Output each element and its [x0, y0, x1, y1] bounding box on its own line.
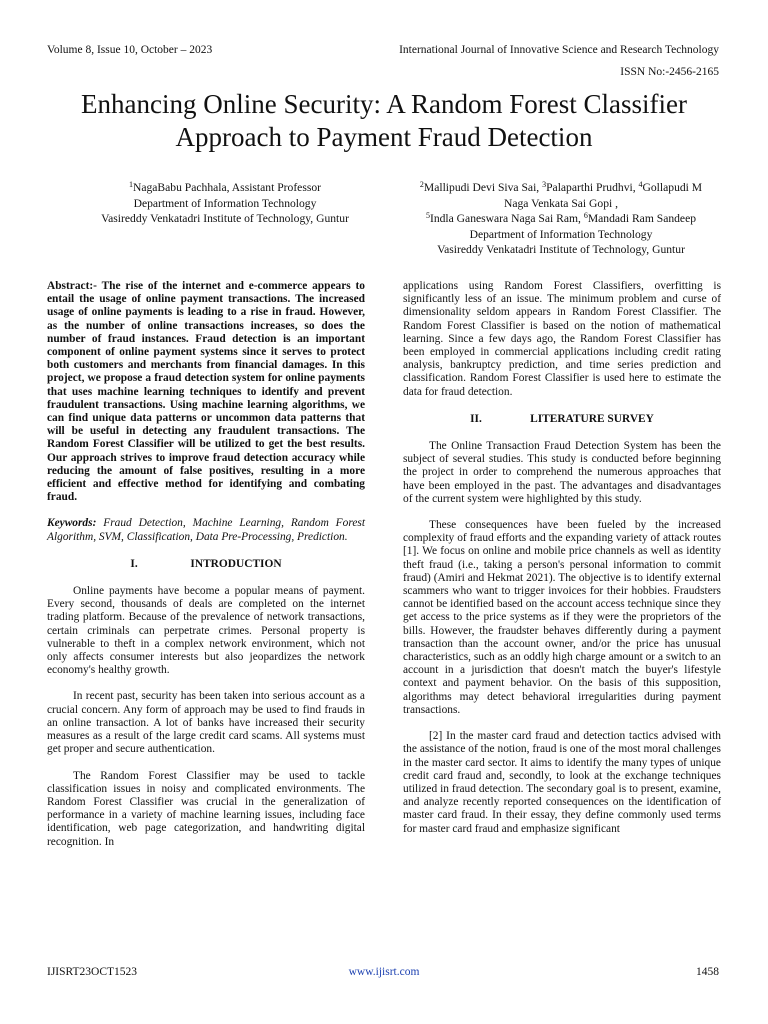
paragraph: The Online Transaction Fraud Detection System has been the subject of several studies. This study is conducted before beginning the project in order to comprehend the numerous approaches that have been employed in the past. The advantages and disadvantages of the current system were highlighted by this study.: [403, 440, 721, 505]
author-institute-1: Vasireddy Venkatadri Institute of Technology, Guntur: [101, 212, 349, 225]
author-names-line-3: $^5$Indla Ganeswara Naga Sai Ram, $^6$Mandadi Ram Sandeep: [425, 211, 697, 225]
authors-left: [40, 180, 410, 227]
section-title: INTRODUCTION: [190, 557, 282, 570]
section-heading-literature-survey: [403, 413, 721, 426]
author-department-1: Department of Information Technology: [133, 196, 317, 210]
paragraph: [2] In the master card fraud and detection tactics advised with the assistance of the notion, fraud is one of the most moral challenges in the master card sector. It aims to identify the many types of unique credit card fraud and, secondly, to look at the exchange techniques utilized in fraud detection. The secondary goal is to present, examine, and analyze recently reported consequences on the identification of master card fraud. In their essay, they define commonly used terms for master card fraud and emphasize significant: [403, 730, 721, 835]
author-department-2: Department of Information Technology: [469, 227, 653, 241]
journal-website-link[interactable]: www.ijisrt.com: [348, 966, 420, 978]
author-name-1: $^1$NagaBabu Pachhala, Assistant Professor: [128, 180, 322, 194]
keywords-label: Keywords:: [47, 517, 97, 530]
section-number: I.: [130, 557, 138, 570]
journal-name: International Journal of Innovative Science and Research Technology: [399, 44, 719, 56]
left-column: [47, 280, 365, 862]
author-institute-2: Vasireddy Venkatadri Institute of Technology, Guntur: [437, 243, 685, 256]
paragraph: These consequences have been fueled by the increased complexity of fraud efforts and the expanding variety of attack routes [1]. We focus on online and mobile price channels as well as identity theft fraud (i.e., taking a person's personal information to commit fraud) (Amiri and Hekmat 2021). The objective is to identify external scammers who want to trigger invoices for their hobbies. Fraudsters cannot be identified based on the account access technique since they get access to the price systems as if they were the proprietors of the bills. However, the fraudster behaves differently during a payment transaction than the account owner, and/or the price has unusual characteristics, such as an oddly high charge amount or a switch to an account in a jurisdiction that doesn't match the buyer's lifestyle context and payment behavior. On the basis of this supposition, algorithms may detect behavioral irregularities during payment transactions.: [403, 519, 721, 716]
author-names-line-2: Naga Venkata Sai Gopi ,: [503, 196, 619, 210]
right-column: [403, 280, 721, 849]
author-names-line-1: $^2$Mallipudi Devi Siva Sai, $^3$Palaparthi Prudhvi, $^4$Gollapudi M: [419, 180, 703, 194]
paragraph-continuation: applications using Random Forest Classifiers, overfitting is significantly less of an issue. The minimum problem and curse of dimensionality seldom appears in Random Forest Classifier. The Random Forest Classifier is based on the notion of mathematical learning. Since a few days ago, the Random Forest Classifier has been employed in commercial applications including credit rating analysis, bankruptcy prediction, and time series prediction and classification. Random Forest Classifier is used here to estimate the data for fraud detection.: [403, 280, 721, 398]
section-title: LITERATURE SURVEY: [530, 412, 654, 425]
paragraph: In recent past, security has been taken into serious account as a crucial concern. Any form of approach may be used to find frauds in an online transaction. A lot of banks have increased their security measures as a result of the large credit card scams. All systems must get proper and secure authentication.: [47, 690, 365, 756]
paper-title: Enhancing Online Security: A Random Forest Classifier Approach to Payment Fraud Detection: [81, 89, 687, 152]
section-number: II.: [470, 412, 482, 425]
section-heading-introduction: [47, 558, 365, 571]
paper-code: IJISRT23OCT1523: [47, 966, 138, 978]
page-number: 1458: [696, 966, 719, 978]
paragraph: The Random Forest Classifier may be used to tackle classification issues in noisy and complicated environments. The Random Forest Classifier was crucial in the generalization of performance in a variety of machine learning issues, including face identification, web page categorization, and handwriting digital recognition. In: [47, 769, 365, 848]
issn: ISSN No:-2456-2165: [620, 66, 719, 78]
keywords-text: Fraud Detection, Machine Learning, Random Forest Algorithm, SVM, Classification, Data Pre-Processing, Prediction.: [47, 517, 365, 543]
keywords: [47, 517, 365, 543]
volume-info: Volume 8, Issue 10, October – 2023: [47, 44, 213, 56]
authors-right: [394, 180, 728, 258]
abstract: Abstract:- The rise of the internet and e-commerce appears to entail the usage of online payment transactions. The increased usage of online payments is leading to a rise in fraud. However, as the number of online transactions increases, so does the number of fraud instances. Fraud detection is an important component of online payment systems since it serves to protect both customers and merchants from financial damages. In this project, we propose a fraud detection system for online payments that uses machine learning techniques to identify and prevent fraudulent transactions. Using machine learning algorithms, we can find unique data patterns or uncommon data patterns that will be useful in detecting any fraudulent transactions. The Random Forest Classifier will be utilized to get the best results. Our approach strives to improve fraud detection accuracy while reducing the amount of false positives, resulting in a more efficient and effective method for identifying and combating fraud.: [47, 280, 365, 504]
paragraph: Online payments have become a popular means of payment. Every second, thousands of deals are completed on the internet trading platform. Because of the prevalence of network transactions, certain criminals can perpetrate crimes. Personal property is vulnerable to theft in a complex network environment, which not only affects consumer interests but also jeopardizes the network economy's healthy growth.: [47, 585, 365, 677]
